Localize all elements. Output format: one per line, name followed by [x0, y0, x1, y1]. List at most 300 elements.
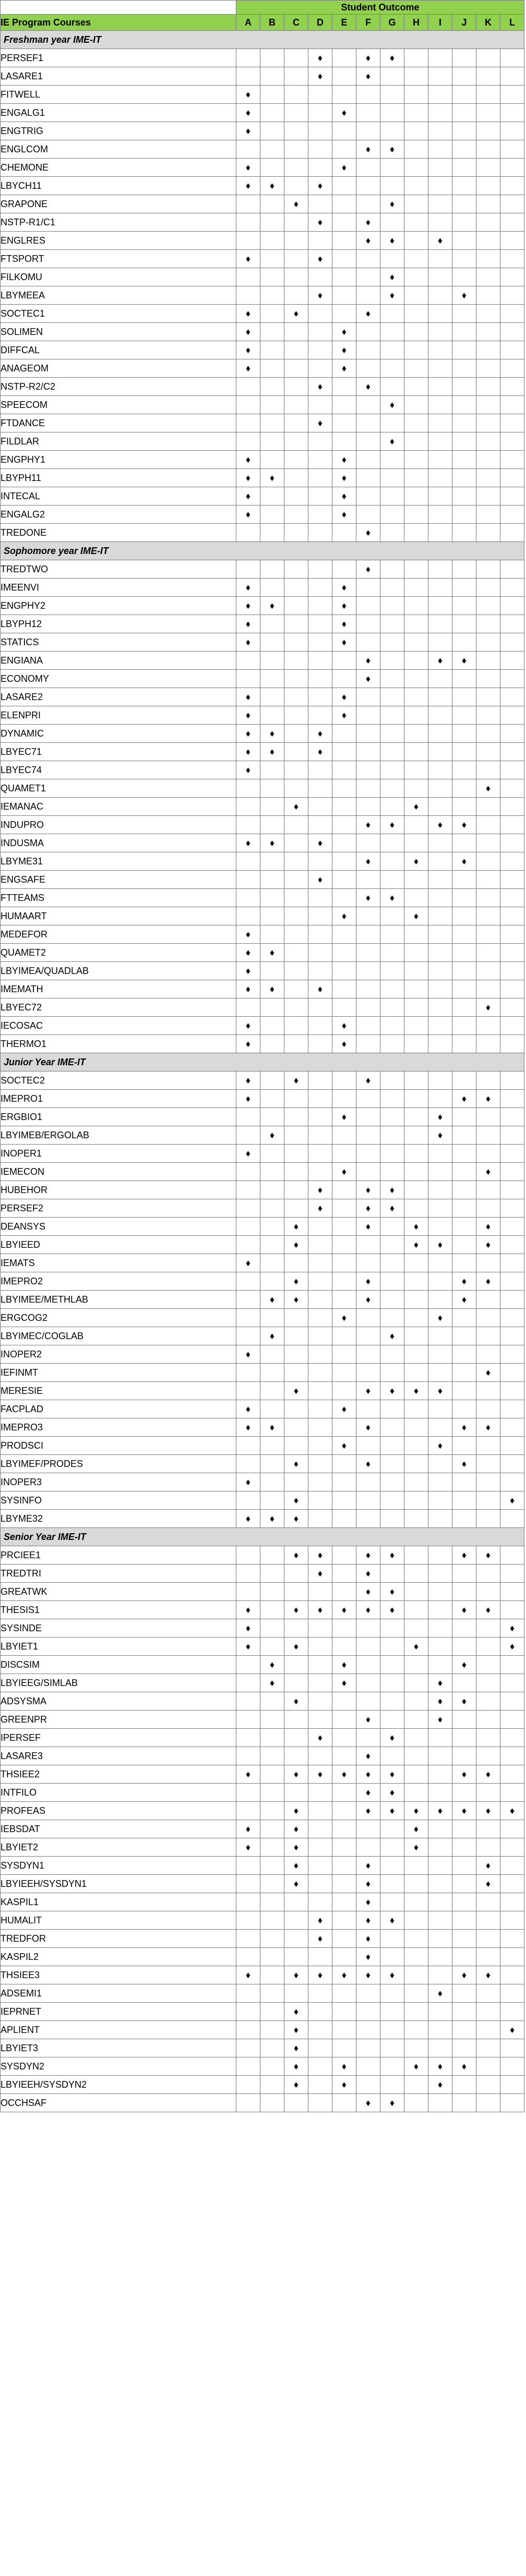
outcome-empty-cell [236, 1711, 260, 1729]
course-row [1, 268, 524, 286]
outcome-empty-cell [500, 1583, 524, 1601]
outcome-mark-diamond-icon: ♦ [332, 688, 356, 706]
outcome-empty-cell [404, 1108, 428, 1126]
outcome-mark-diamond-icon: ♦ [236, 359, 260, 378]
outcome-empty-cell [284, 1199, 308, 1218]
outcome-empty-cell [284, 1784, 308, 1802]
course-row [1, 1711, 524, 1729]
outcome-empty-cell [356, 779, 380, 798]
course-row [1, 1564, 524, 1583]
outcome-empty-cell [404, 378, 428, 396]
outcome-mark-diamond-icon: ♦ [500, 2021, 524, 2039]
outcome-empty-cell [404, 122, 428, 140]
outcome-empty-cell [428, 323, 452, 341]
course-name: LBYIEEH/SYSDYN1 [1, 1875, 236, 1893]
outcome-empty-cell [236, 1364, 260, 1382]
outcome-empty-cell [308, 1035, 332, 1053]
outcome-empty-cell [452, 998, 476, 1017]
outcome-empty-cell [452, 1729, 476, 1747]
outcome-empty-cell [380, 725, 404, 743]
outcome-empty-cell [236, 268, 260, 286]
outcome-mark-diamond-icon: ♦ [236, 944, 260, 962]
outcome-empty-cell [500, 597, 524, 615]
outcome-empty-cell [476, 1473, 500, 1491]
outcome-mark-diamond-icon: ♦ [380, 1729, 404, 1747]
outcome-empty-cell [452, 378, 476, 396]
outcome-empty-cell [476, 1984, 500, 2003]
outcome-empty-cell [380, 1418, 404, 1437]
outcome-empty-cell [428, 250, 452, 268]
outcome-mark-diamond-icon: ♦ [404, 1838, 428, 1857]
outcome-empty-cell [260, 1619, 284, 1638]
course-row [1, 341, 524, 359]
course-name: LBYIMEE/METHLAB [1, 1291, 236, 1309]
outcome-empty-cell [284, 1437, 308, 1455]
outcome-mark-diamond-icon: ♦ [356, 1784, 380, 1802]
outcome-mark-diamond-icon: ♦ [428, 2057, 452, 2076]
outcome-mark-diamond-icon: ♦ [476, 1218, 500, 1236]
outcome-empty-cell [476, 104, 500, 122]
outcome-mark-diamond-icon: ♦ [236, 159, 260, 177]
outcome-empty-cell [380, 688, 404, 706]
outcome-empty-cell [500, 213, 524, 232]
outcome-empty-cell [356, 597, 380, 615]
outcome-empty-cell [452, 469, 476, 487]
outcome-mark-diamond-icon: ♦ [308, 213, 332, 232]
outcome-empty-cell [452, 1309, 476, 1327]
outcome-empty-cell [260, 761, 284, 779]
outcome-empty-cell [236, 1674, 260, 1692]
outcome-empty-cell [476, 323, 500, 341]
outcome-empty-cell [260, 1145, 284, 1163]
outcome-empty-cell [500, 1729, 524, 1747]
outcome-empty-cell [476, 2003, 500, 2021]
outcome-empty-cell [500, 232, 524, 250]
outcome-empty-cell [356, 1126, 380, 1145]
outcome-empty-cell [500, 323, 524, 341]
outcome-mark-diamond-icon: ♦ [356, 1418, 380, 1437]
outcome-empty-cell [308, 1327, 332, 1345]
outcome-empty-cell [380, 1145, 404, 1163]
outcome-mark-diamond-icon: ♦ [260, 1418, 284, 1437]
outcome-empty-cell [452, 1583, 476, 1601]
outcome-empty-cell [452, 1820, 476, 1838]
outcome-empty-cell [476, 725, 500, 743]
outcome-empty-cell [332, 1218, 356, 1236]
outcome-empty-cell [500, 560, 524, 579]
outcome-empty-cell [308, 1345, 332, 1364]
outcome-empty-cell [260, 432, 284, 451]
outcome-empty-cell [356, 1619, 380, 1638]
outcome-empty-cell [476, 213, 500, 232]
outcome-empty-cell [476, 286, 500, 305]
outcome-empty-cell [404, 1747, 428, 1765]
outcome-mark-diamond-icon: ♦ [260, 469, 284, 487]
outcome-empty-cell [428, 49, 452, 67]
outcome-empty-cell [380, 633, 404, 652]
course-name: ERGCOG2 [1, 1309, 236, 1327]
outcome-mark-diamond-icon: ♦ [284, 1802, 308, 1820]
outcome-empty-cell [476, 1820, 500, 1838]
outcome-empty-cell [404, 834, 428, 852]
outcome-empty-cell [476, 962, 500, 980]
outcome-empty-cell [476, 889, 500, 907]
outcome-empty-cell [476, 177, 500, 195]
outcome-empty-cell [452, 2039, 476, 2057]
outcome-empty-cell [260, 1491, 284, 1510]
outcome-empty-cell [428, 451, 452, 469]
outcome-empty-cell [428, 1327, 452, 1345]
outcome-empty-cell [476, 871, 500, 889]
outcome-empty-cell [284, 159, 308, 177]
outcome-empty-cell [284, 232, 308, 250]
outcome-mark-diamond-icon: ♦ [428, 1236, 452, 1254]
outcome-empty-cell [428, 944, 452, 962]
outcome-empty-cell [332, 1930, 356, 1948]
outcome-mark-diamond-icon: ♦ [404, 1820, 428, 1838]
outcome-empty-cell [500, 2039, 524, 2057]
course-name: IEMATS [1, 1254, 236, 1272]
outcome-empty-cell [428, 1272, 452, 1291]
outcome-mark-diamond-icon: ♦ [380, 1966, 404, 1984]
outcome-empty-cell [380, 1930, 404, 1948]
outcome-empty-cell [404, 67, 428, 86]
outcome-empty-cell [380, 1218, 404, 1236]
outcome-mark-diamond-icon: ♦ [452, 1455, 476, 1473]
outcome-empty-cell [476, 1491, 500, 1510]
outcome-letter-header: C [284, 15, 308, 31]
outcome-empty-cell [332, 378, 356, 396]
outcome-empty-cell [380, 104, 404, 122]
outcome-empty-cell [404, 177, 428, 195]
outcome-empty-cell [500, 1199, 524, 1218]
outcome-empty-cell [260, 1199, 284, 1218]
outcome-empty-cell [260, 195, 284, 213]
outcome-empty-cell [452, 1491, 476, 1510]
outcome-empty-cell [428, 305, 452, 323]
outcome-empty-cell [404, 305, 428, 323]
outcome-empty-cell [452, 177, 476, 195]
outcome-empty-cell [452, 925, 476, 944]
outcome-empty-cell [404, 998, 428, 1017]
outcome-mark-diamond-icon: ♦ [260, 834, 284, 852]
outcome-empty-cell [452, 1199, 476, 1218]
outcome-mark-diamond-icon: ♦ [236, 633, 260, 652]
outcome-mark-diamond-icon: ♦ [356, 1857, 380, 1875]
course-name: FILDLAR [1, 432, 236, 451]
outcome-empty-cell [452, 524, 476, 542]
outcome-empty-cell [428, 1145, 452, 1163]
outcome-empty-cell [308, 104, 332, 122]
outcome-empty-cell [260, 1455, 284, 1473]
outcome-empty-cell [332, 670, 356, 688]
outcome-empty-cell [260, 1035, 284, 1053]
outcome-empty-cell [404, 505, 428, 524]
outcome-empty-cell [428, 798, 452, 816]
course-name: TREDFOR [1, 1930, 236, 1948]
course-name: ADSYSMA [1, 1692, 236, 1711]
outcome-mark-diamond-icon: ♦ [260, 597, 284, 615]
outcome-empty-cell [332, 743, 356, 761]
course-name: THESIS1 [1, 1601, 236, 1619]
course-row [1, 1181, 524, 1199]
outcome-mark-diamond-icon: ♦ [308, 980, 332, 998]
outcome-empty-cell [236, 1163, 260, 1181]
outcome-empty-cell [332, 1418, 356, 1437]
outcome-empty-cell [284, 487, 308, 505]
outcome-empty-cell [284, 432, 308, 451]
outcome-empty-cell [404, 1491, 428, 1510]
outcome-empty-cell [308, 268, 332, 286]
outcome-empty-cell [236, 1583, 260, 1601]
course-name: SOCTEC1 [1, 305, 236, 323]
outcome-empty-cell [452, 432, 476, 451]
course-row [1, 1254, 524, 1272]
outcome-mark-diamond-icon: ♦ [236, 1510, 260, 1528]
course-row [1, 1108, 524, 1126]
course-name: SOCTEC2 [1, 1072, 236, 1090]
outcome-empty-cell [332, 2039, 356, 2057]
outcome-empty-cell [308, 505, 332, 524]
outcome-empty-cell [332, 1564, 356, 1583]
outcome-empty-cell [476, 487, 500, 505]
outcome-empty-cell [428, 104, 452, 122]
outcome-empty-cell [380, 1711, 404, 1729]
course-name: FILKOMU [1, 268, 236, 286]
outcome-empty-cell [428, 871, 452, 889]
outcome-empty-cell [476, 1327, 500, 1345]
outcome-empty-cell [308, 432, 332, 451]
outcome-empty-cell [260, 1583, 284, 1601]
outcome-empty-cell [452, 1236, 476, 1254]
outcome-empty-cell [284, 1364, 308, 1382]
outcome-empty-cell [404, 1345, 428, 1364]
outcome-mark-diamond-icon: ♦ [236, 1035, 260, 1053]
outcome-empty-cell [308, 1619, 332, 1638]
outcome-empty-cell [428, 1199, 452, 1218]
outcome-empty-cell [380, 378, 404, 396]
outcome-mark-diamond-icon: ♦ [260, 1126, 284, 1145]
outcome-empty-cell [236, 1491, 260, 1510]
outcome-empty-cell [236, 779, 260, 798]
outcome-empty-cell [452, 1345, 476, 1364]
outcome-mark-diamond-icon: ♦ [284, 1838, 308, 1857]
outcome-letter-header: K [476, 15, 500, 31]
outcome-empty-cell [428, 1546, 452, 1564]
outcome-empty-cell [476, 2094, 500, 2112]
course-name: ENGALG1 [1, 104, 236, 122]
outcome-empty-cell [308, 1473, 332, 1491]
outcome-empty-cell [452, 195, 476, 213]
course-name: SYSDYN2 [1, 2057, 236, 2076]
outcome-mark-diamond-icon: ♦ [236, 469, 260, 487]
outcome-empty-cell [236, 998, 260, 1017]
outcome-empty-cell [428, 1163, 452, 1181]
outcome-empty-cell [452, 86, 476, 104]
course-row [1, 652, 524, 670]
course-row [1, 195, 524, 213]
outcome-empty-cell [380, 1090, 404, 1108]
course-name: QUAMET1 [1, 779, 236, 798]
outcome-empty-cell [356, 104, 380, 122]
outcome-empty-cell [404, 2094, 428, 2112]
course-row [1, 1400, 524, 1418]
outcome-empty-cell [284, 1181, 308, 1199]
outcome-mark-diamond-icon: ♦ [428, 1126, 452, 1145]
outcome-empty-cell [380, 980, 404, 998]
outcome-empty-cell [308, 140, 332, 159]
outcome-empty-cell [308, 305, 332, 323]
outcome-empty-cell [308, 962, 332, 980]
outcome-empty-cell [260, 1802, 284, 1820]
outcome-empty-cell [260, 1747, 284, 1765]
outcome-empty-cell [428, 140, 452, 159]
outcome-empty-cell [284, 1729, 308, 1747]
outcome-empty-cell [236, 524, 260, 542]
outcome-mark-diamond-icon: ♦ [332, 2057, 356, 2076]
outcome-empty-cell [356, 2003, 380, 2021]
course-name: NSTP-R2/C2 [1, 378, 236, 396]
outcome-mark-diamond-icon: ♦ [356, 1072, 380, 1090]
outcome-letter-header: G [380, 15, 404, 31]
outcome-mark-diamond-icon: ♦ [476, 1875, 500, 1893]
outcome-empty-cell [284, 925, 308, 944]
outcome-empty-cell [308, 615, 332, 633]
outcome-mark-diamond-icon: ♦ [404, 907, 428, 925]
course-row [1, 378, 524, 396]
outcome-empty-cell [332, 980, 356, 998]
outcome-empty-cell [452, 1674, 476, 1692]
outcome-empty-cell [236, 1802, 260, 1820]
outcome-empty-cell [404, 1966, 428, 1984]
outcome-mark-diamond-icon: ♦ [356, 1218, 380, 1236]
outcome-empty-cell [380, 1108, 404, 1126]
outcome-mark-diamond-icon: ♦ [356, 524, 380, 542]
outcome-empty-cell [236, 1948, 260, 1966]
outcome-empty-cell [476, 1638, 500, 1656]
outcome-mark-diamond-icon: ♦ [236, 688, 260, 706]
course-row [1, 505, 524, 524]
outcome-empty-cell [308, 1364, 332, 1382]
outcome-empty-cell [260, 122, 284, 140]
outcome-empty-cell [260, 213, 284, 232]
outcome-empty-cell [428, 1291, 452, 1309]
outcome-empty-cell [404, 396, 428, 414]
outcome-empty-cell [260, 1017, 284, 1035]
course-row [1, 1473, 524, 1491]
outcome-empty-cell [476, 159, 500, 177]
course-row [1, 1838, 524, 1857]
outcome-empty-cell [356, 980, 380, 998]
course-row [1, 2076, 524, 2094]
outcome-empty-cell [428, 688, 452, 706]
outcome-empty-cell [452, 761, 476, 779]
outcome-mark-diamond-icon: ♦ [380, 1181, 404, 1199]
outcome-empty-cell [452, 615, 476, 633]
course-name: ELENPRI [1, 706, 236, 725]
course-row [1, 633, 524, 652]
outcome-empty-cell [476, 1455, 500, 1473]
course-row [1, 944, 524, 962]
outcome-mark-diamond-icon: ♦ [452, 816, 476, 834]
outcome-mark-diamond-icon: ♦ [308, 378, 332, 396]
outcome-empty-cell [404, 1418, 428, 1437]
outcome-mark-diamond-icon: ♦ [236, 761, 260, 779]
outcome-empty-cell [380, 1820, 404, 1838]
outcome-letter-header: A [236, 15, 260, 31]
course-row [1, 1601, 524, 1619]
outcome-letter-header: F [356, 15, 380, 31]
course-row [1, 122, 524, 140]
outcome-empty-cell [260, 688, 284, 706]
outcome-empty-cell [500, 1437, 524, 1455]
outcome-empty-cell [404, 2039, 428, 2057]
outcome-empty-cell [260, 779, 284, 798]
outcome-empty-cell [236, 2003, 260, 2021]
outcome-empty-cell [428, 1893, 452, 1911]
outcome-empty-cell [236, 907, 260, 925]
outcome-empty-cell [428, 1747, 452, 1765]
outcome-empty-cell [476, 1345, 500, 1364]
outcome-mark-diamond-icon: ♦ [284, 2057, 308, 2076]
course-row [1, 1820, 524, 1838]
outcome-empty-cell [500, 1455, 524, 1473]
outcome-empty-cell [428, 560, 452, 579]
course-name: INOPER2 [1, 1345, 236, 1364]
outcome-empty-cell [380, 469, 404, 487]
outcome-empty-cell [356, 469, 380, 487]
outcome-empty-cell [500, 451, 524, 469]
course-name: GREATWK [1, 1583, 236, 1601]
outcome-empty-cell [380, 1948, 404, 1966]
outcome-empty-cell [500, 743, 524, 761]
outcome-mark-diamond-icon: ♦ [284, 1765, 308, 1784]
outcome-empty-cell [404, 140, 428, 159]
outcome-empty-cell [308, 816, 332, 834]
outcome-empty-cell [284, 1035, 308, 1053]
outcome-empty-cell [452, 505, 476, 524]
course-name: LBYEC71 [1, 743, 236, 761]
outcome-empty-cell [452, 560, 476, 579]
outcome-empty-cell [308, 1784, 332, 1802]
outcome-empty-cell [284, 104, 308, 122]
course-row [1, 907, 524, 925]
outcome-empty-cell [452, 871, 476, 889]
outcome-empty-cell [500, 67, 524, 86]
outcome-empty-cell [500, 2094, 524, 2112]
outcome-empty-cell [308, 2094, 332, 2112]
course-name: IMEENVI [1, 579, 236, 597]
outcome-empty-cell [404, 1784, 428, 1802]
outcome-empty-cell [260, 798, 284, 816]
outcome-empty-cell [236, 1893, 260, 1911]
outcome-empty-cell [284, 761, 308, 779]
outcome-empty-cell [452, 889, 476, 907]
course-name: ANAGEOM [1, 359, 236, 378]
outcome-empty-cell [332, 816, 356, 834]
outcome-letter-header: L [500, 15, 524, 31]
outcome-empty-cell [260, 2003, 284, 2021]
course-row [1, 177, 524, 195]
course-name: ADSEMI1 [1, 1984, 236, 2003]
outcome-empty-cell [356, 1437, 380, 1455]
course-row [1, 487, 524, 505]
outcome-empty-cell [332, 962, 356, 980]
outcome-empty-cell [236, 1656, 260, 1674]
outcome-empty-cell [404, 323, 428, 341]
outcome-empty-cell [308, 451, 332, 469]
outcome-empty-cell [404, 579, 428, 597]
